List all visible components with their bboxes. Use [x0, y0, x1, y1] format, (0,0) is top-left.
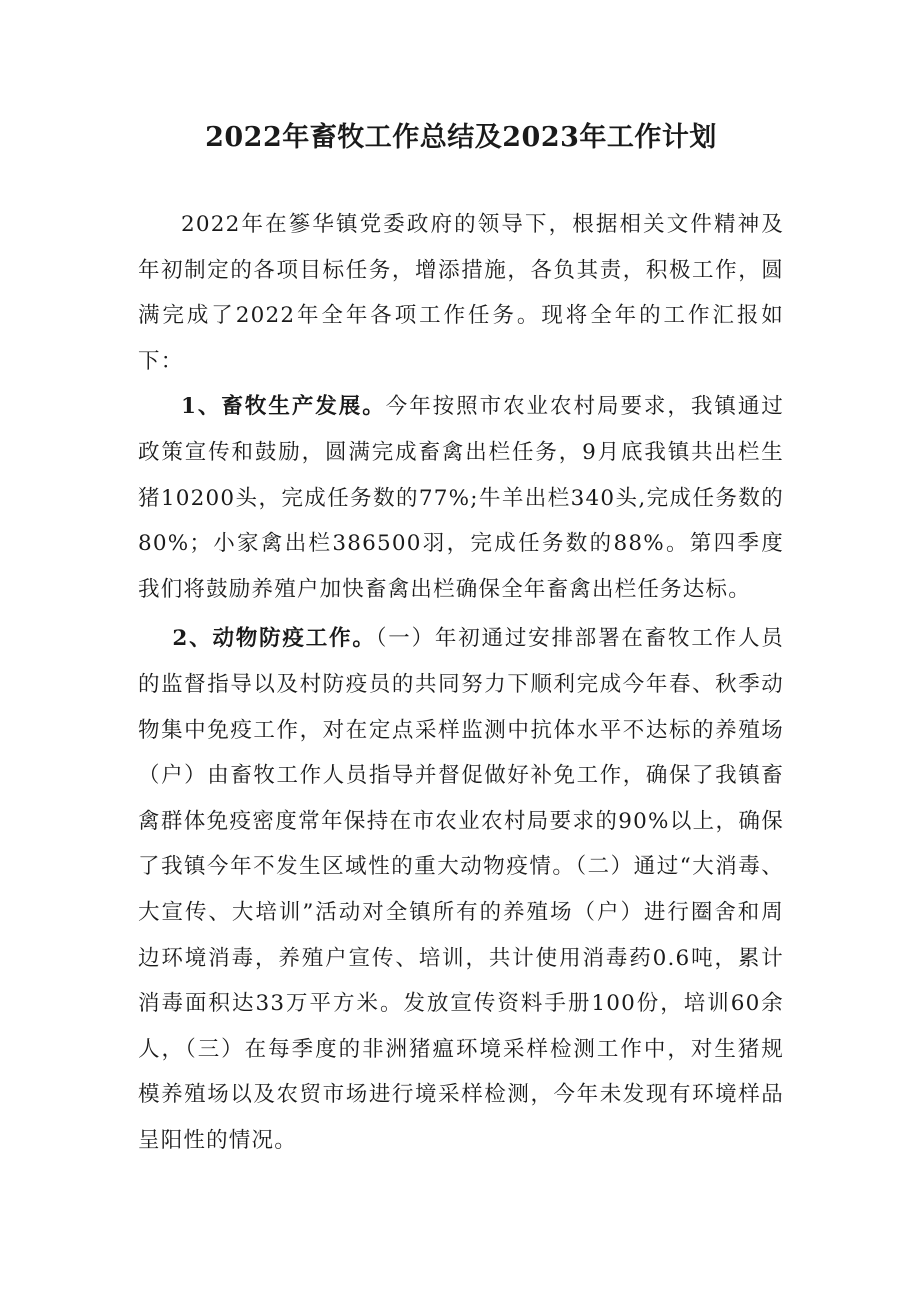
section-1-paragraph — [138, 384, 784, 612]
document-title: 2022年畜牧工作总结及2023年工作计划 — [205, 122, 717, 153]
intro-paragraph: 2022年在篸华镇党委政府的领导下，根据相关文件精神及年初制定的各项目标任务，增添措施，各负其责，积极工作，圆满完成了2022年全年各项工作任务。现将全年的工作汇报如下： — [138, 212, 784, 374]
section-2-heading: 2、动物防疫工作。 — [172, 626, 376, 652]
section-2-paragraph — [138, 616, 784, 1163]
section-1-body: 今年按照市农业农村局要求，我镇通过政策宣传和鼓励，圆满完成畜禽出栏任务，9月底我镇共出栏生猪10200头，完成任务数的77%;牛羊出栏340头,完成任务数的80%；小家禽出栏386500羽，完成任务数的88%。第四季度我们将鼓励养殖户加快畜禽出栏确保全年畜禽出栏任务达标。 — [138, 394, 784, 602]
section-2-body: （一）年初通过安排部署在畜牧工作人员的监督指导以及村防疫员的共同努力下顺利完成今年春、秋季动物集中免疫工作，对在定点采样监测中抗体水平不达标的养殖场（户）由畜牧工作人员指导并督促做好补免工作，确保了我镇畜禽群体免疫密度常年保持在市农业农村局要求的90%以上，确保了我镇今年不发生区域性的重大动物疫情。（二）通过“大消毒、大宣传、大培训”活动对全镇所有的养殖场（户）进行圈舍和周边环境消毒，养殖户宣传、培训，共计使用消毒药0.6吨，累计消毒面积达33万平方米。发放宣传资料手册100份，培训60余人，（三）在每季度的非洲猪瘟环境采样检测工作中，对生猪规模养殖场以及农贸市场进行境采样检测，今年未发现有环境样品呈阳性的情况。 — [138, 626, 784, 1153]
section-1-heading: 1、畜牧生产发展。 — [181, 394, 386, 420]
